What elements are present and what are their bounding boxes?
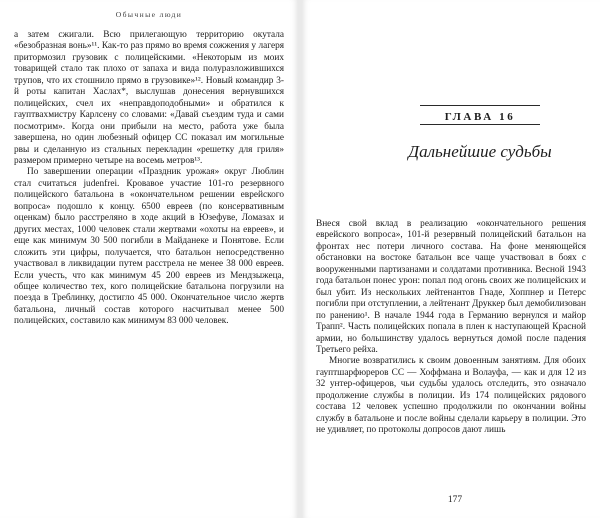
left-page bbox=[0, 0, 298, 518]
chapter-label: ГЛАВА 16 bbox=[444, 111, 516, 123]
left-page-body bbox=[14, 30, 284, 328]
paragraph: а затем сжигали. Всю прилегающую территорию окутала «безобразная вонь»¹¹. Как-то раз прямо во время сожжения у лагеря притормозил грузовик с полицейскими. «Некоторым из моих товарищей стало так плохо от запаха и вида полуразложившихся трупов, что их стошнило прямо в грузовике»¹². Новый командир 3-й роты капитан Хаслах*, выслушав донесения вернувшихся полицейских, счел их «неправдоподобными» и обратился к гауптвахмистру Карлсену со словами: «Давай съездим туда и сами посмотрим». Когда они прибыли на место, работа уже была завершена, но один любезный офицер СС показал им могильные рвы и сделанную из стальных перекладин «решетку для гриля» размером примерно четыре на восемь метров¹³. bbox=[14, 30, 284, 166]
running-head: Обычные люди bbox=[115, 10, 183, 19]
paragraph: По завершении операции «Праздник урожая» округ Люблин стал считаться judenfrei. Кровавое участие 101-го резервного полицейского батальона в «окончательном решении еврейского вопроса» подошло к концу. 6500 евреев (по консервативным оценкам) было расстреляно в ходе акций в Юзефуве, Ломазах и других местах, 1000 человек стали жертвами «охоты на евреев», и еще как минимум 30 500 погибли в Майданеке и Понятове. Если сложить эти цифры, получается, что батальон непосредственно участвовал в ликвидации путем расстрела не менее 38 000 евреев. Если учесть, что как минимум 45 200 евреев из Мендзыжеца, общее количество тех, кого полицейские батальона погрузили на поезда в Треблинку, достигло 45 000. Окончательное число жертв батальона, личный состав которого насчитывал менее 500 полицейских, составило как минимум 83 000 человек. bbox=[14, 167, 284, 327]
paragraph: Внеся свой вклад в реализацию «окончательного решения еврейского вопроса», 101-й резервный полицейский батальон на фронтах нес потери личного состава. На фоне меняющейся обстановки на востоке батальон все чаще участвовал в боях с вооруженными партизанами и солдатами противника. Весной 1943 года батальон понес урон: попал под огонь своих же полицейских и был убит. Из нескольких лейтенантов Гнаде, Хоппнер и Петерс погибли при отступлении, а лейтенант Друккер был демобилизован по ранению¹. В начале 1944 года в Германию вернулся и майор Трапп². Часть полицейских попала в плен к наступающей Красной армии, но большинству удалось вернуться домой после падения Третьего рейха. bbox=[316, 219, 586, 355]
page-number: 177 bbox=[447, 495, 463, 505]
right-page-body bbox=[316, 219, 586, 437]
chapter-heading bbox=[420, 105, 540, 125]
paragraph: Многие возвратились к своим довоенным занятиям. Для обоих гауптшарфюреров СС — Хоффмана и Волауфа, — как и для 12 из 32 унтер-офицеров, чьи судьбы удалось отследить, это означало продолжение службы в полиции. Из 174 полицейских рядового состава 12 человек успешно продолжили по окончании войны службу в батальоне и после войны сделали карьеру в полиции. Это не удивляет, по протоколы допросов дают лишь bbox=[316, 356, 586, 436]
chapter-title: Дальнейшие судьбы bbox=[408, 142, 552, 161]
